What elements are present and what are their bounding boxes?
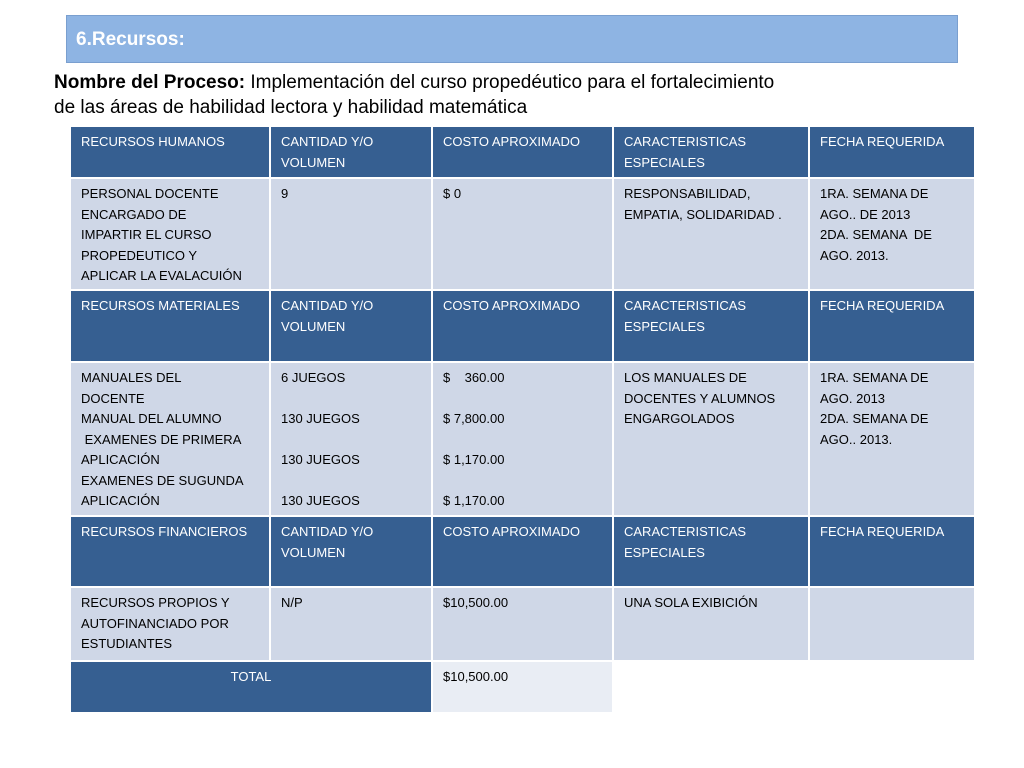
process-text-line2: de las áreas de habilidad lectora y habilidad matemática: [54, 97, 528, 118]
financial-resources-row: [70, 587, 975, 661]
cell-line: UNA SOLA EXIBICIÓN: [624, 595, 758, 610]
cell-line: AGO.. 2013.: [820, 431, 893, 447]
quantity-cell: [270, 362, 432, 516]
cost-cell: [432, 178, 613, 290]
characteristics-cell: [613, 178, 809, 290]
cell-line: 1RA. SEMANA DE: [820, 186, 929, 201]
cell-line: $10,500.00: [443, 595, 509, 610]
cell-line: [281, 389, 421, 410]
cell-line: 2DA. SEMANA DE: [820, 411, 929, 426]
cell-line: $ 360.00: [443, 370, 505, 385]
resource-cell: [70, 178, 270, 290]
characteristics-cell: [613, 587, 809, 661]
cell-line: PROPEDEUTICO Y: [81, 247, 198, 263]
empty-space: [613, 661, 975, 713]
cell-line: $ 7,800.00: [443, 411, 505, 426]
cell-line: DOCENTES Y ALUMNOS: [624, 390, 776, 406]
cell-line: 130 JUEGOS: [281, 493, 360, 508]
cell-line: PERSONAL DOCENTE: [81, 186, 219, 201]
process-text-line1: Implementación del curso propedéutico para el fortalecimiento: [245, 72, 775, 93]
cell-line: EMPATIA, SOLIDARIDAD .: [624, 206, 782, 222]
date-cell: [809, 178, 975, 290]
cell-line: $ 1,170.00: [443, 452, 505, 467]
cell-line: DOCENTE: [81, 390, 145, 406]
header-cell: COSTO APROXIMADO: [432, 290, 613, 362]
process-name: [54, 70, 954, 120]
quantity-cell: [270, 178, 432, 290]
process-label: Nombre del Proceso:: [54, 72, 246, 93]
header-cell: CANTIDAD Y/O VOLUMEN: [270, 516, 432, 587]
cell-line: ESTUDIANTES: [81, 636, 173, 651]
cell-line: MANUALES DEL: [81, 370, 182, 385]
cell-line: N/P: [281, 595, 303, 610]
header-cell: CARACTERISTICAS ESPECIALES: [613, 290, 809, 362]
header-cell: RECURSOS HUMANOS: [70, 126, 270, 178]
date-cell: [809, 362, 975, 516]
cell-line: IMPARTIR EL CURSO: [81, 227, 212, 242]
header-cell: CANTIDAD Y/O VOLUMEN: [270, 126, 432, 178]
resource-cell: [70, 587, 270, 661]
cell-line: 2DA. SEMANA DE: [820, 227, 932, 242]
header-cell: FECHA REQUERIDA: [809, 126, 975, 178]
cell-line: AGO.. DE 2013: [820, 206, 911, 222]
cell-line: 130 JUEGOS: [281, 452, 360, 467]
total-label: TOTAL: [70, 661, 432, 713]
human-resources-row: [70, 178, 975, 290]
material-header-row: [70, 290, 975, 362]
cell-line: RECURSOS PROPIOS Y: [81, 595, 230, 610]
section-title: 6.Recursos:: [76, 29, 185, 50]
cell-line: AUTOFINANCIADO POR: [81, 615, 229, 631]
header-cell: FECHA REQUERIDA: [809, 290, 975, 362]
cell-line: APLICAR LA EVALACUIÓN: [81, 268, 242, 283]
quantity-cell: [270, 587, 432, 661]
human-header-row: [70, 126, 975, 178]
cell-line: ENGARGOLADOS: [624, 411, 735, 426]
header-cell: RECURSOS MATERIALES: [70, 290, 270, 362]
header-cell: RECURSOS FINANCIEROS: [70, 516, 270, 587]
cell-line: [281, 430, 421, 451]
characteristics-cell: [613, 362, 809, 516]
resource-cell: [70, 362, 270, 516]
cost-cell: [432, 362, 613, 516]
total-row: [70, 661, 975, 713]
header-cell: CARACTERISTICAS ESPECIALES: [613, 126, 809, 178]
date-cell: [809, 587, 975, 661]
header-cell: CANTIDAD Y/O VOLUMEN: [270, 290, 432, 362]
cell-line: LOS MANUALES DE: [624, 370, 747, 385]
cell-line: EXAMENES DE PRIMERA: [81, 431, 242, 447]
cell-line: [443, 389, 602, 410]
cell-line: APLICACIÓN: [81, 452, 160, 467]
cell-line: $ 0: [443, 186, 462, 201]
section-title-bar: [66, 15, 958, 63]
cost-cell: [432, 587, 613, 661]
resources-table: [69, 125, 976, 714]
header-cell: COSTO APROXIMADO: [432, 516, 613, 587]
cell-line: [281, 471, 421, 492]
cell-line: MANUAL DEL ALUMNO: [81, 411, 222, 426]
cell-line: RESPONSABILIDAD,: [624, 186, 751, 201]
cell-line: [443, 430, 602, 451]
header-cell: COSTO APROXIMADO: [432, 126, 613, 178]
cell-line: APLICACIÓN: [81, 493, 160, 508]
cell-line: [443, 471, 602, 492]
cell-line: 6 JUEGOS: [281, 370, 346, 385]
cell-line: AGO. 2013.: [820, 247, 889, 263]
cell-line: EXAMENES DE SUGUNDA: [81, 472, 244, 488]
header-cell: CARACTERISTICAS ESPECIALES: [613, 516, 809, 587]
cell-line: 9: [281, 186, 289, 201]
cell-line: AGO. 2013: [820, 390, 886, 406]
cell-line: 130 JUEGOS: [281, 411, 360, 426]
cell-line: 1RA. SEMANA DE: [820, 370, 929, 385]
cell-line: ENCARGADO DE: [81, 206, 187, 222]
total-value: $10,500.00: [432, 661, 613, 713]
financial-header-row: [70, 516, 975, 587]
header-cell: FECHA REQUERIDA: [809, 516, 975, 587]
material-resources-row: [70, 362, 975, 516]
cell-line: $ 1,170.00: [443, 493, 505, 508]
